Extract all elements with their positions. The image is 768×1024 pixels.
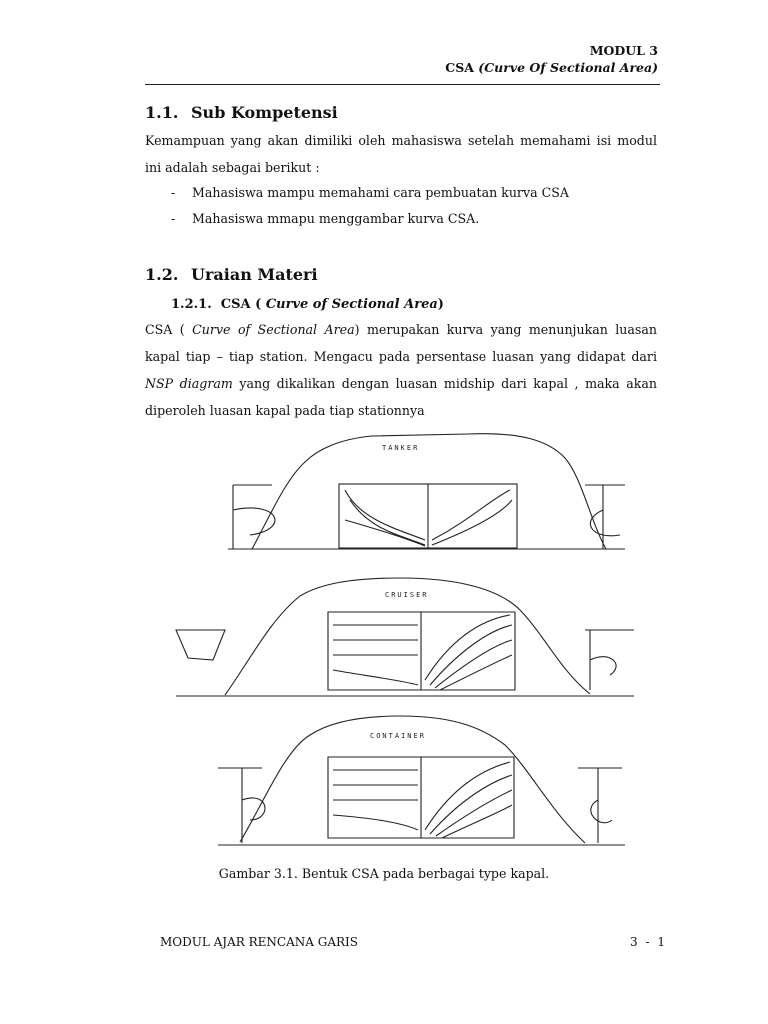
page-number: 3 - 1 [630,935,667,949]
para-italic: NSP diagram [145,376,233,391]
subsection-number: 1.2.1. [171,297,212,312]
figure-caption: Gambar 3.1. Bentuk CSA pada berbagai type kapal. [218,866,550,881]
bullet-text: Mahasiswa mampu memahami cara pembuatan kurva CSA [192,185,569,200]
subtitle-main: CSA [445,60,479,75]
bullet-dash: - [171,185,176,200]
para-text: ) merupakan kurva yang menunjukan luasan kapal tiap – tiap station. Mengacu pada persentase luasan yang didapat dari [145,322,657,364]
bullet-dash: - [171,211,176,226]
section-title: Uraian Materi [191,265,318,284]
footer-left: MODUL AJAR RENCANA GARIS [160,935,359,949]
container-label: CONTAINER [370,732,426,740]
subsection-title-prefix: CSA ( [220,297,266,312]
cruiser-label: CRUISER [385,591,429,599]
para-text: CSA ( [145,322,193,337]
subsection-title-italic: Curve of Sectional Area [265,297,438,312]
section-number: 1.1. [145,103,179,122]
tanker-diagram [228,434,625,549]
section1-paragraph: Kemampuan yang akan dimiliki oleh mahasiswa setelah memahami isi modul ini adalah sebagai berikut : [145,133,657,175]
subtitle-italic: (Curve Of Sectional Area) [478,60,658,75]
subsection-title-suffix: ) [437,297,444,312]
bullet-text: Mahasiswa mmapu menggambar kurva CSA. [192,211,480,226]
para-italic: Curve of Sectional Area [192,322,355,337]
section-number: 1.2. [145,265,179,284]
module-label: MODUL 3 [589,43,658,58]
para-text: yang dikalikan dengan luasan midship dari kapal , maka akan diperoleh luasan kapal pada tiap stationnya [145,376,657,418]
section-title: Sub Kompetensi [191,103,338,122]
tanker-label: TANKER [382,444,420,452]
